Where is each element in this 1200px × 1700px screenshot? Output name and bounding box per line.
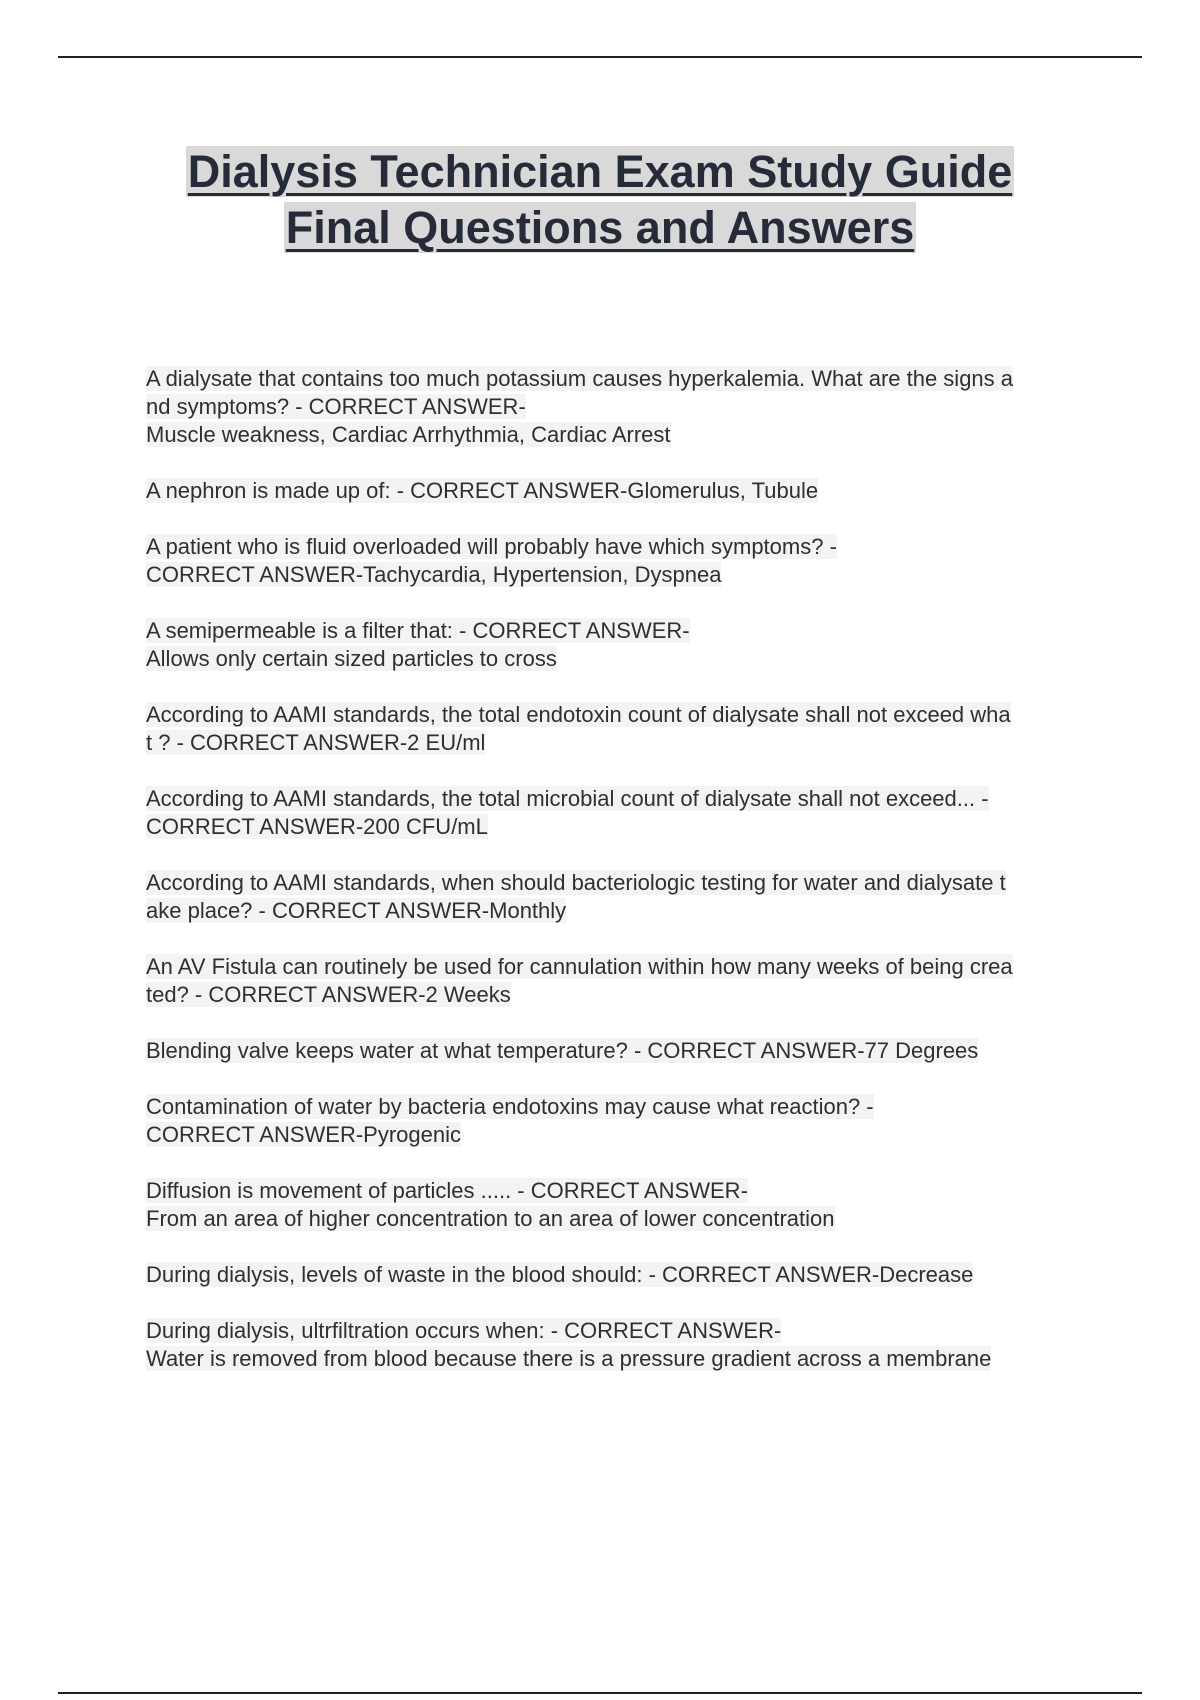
qa-item [146, 953, 1086, 1009]
top-divider [58, 56, 1142, 58]
qa-item [146, 1261, 1086, 1289]
qa-item [146, 869, 1086, 925]
qa-list [146, 365, 1086, 1401]
qa-text: A semipermeable is a filter that: - CORRECT ANSWER- Allows only certain sized particles to cross [146, 618, 690, 671]
qa-text: According to AAMI standards, the total endotoxin count of dialysate shall not exceed wha t ? - CORRECT ANSWER-2 EU/ml [146, 702, 1011, 755]
bottom-divider [58, 1692, 1142, 1694]
qa-item [146, 1037, 1086, 1065]
document-title [0, 144, 1200, 256]
qa-item [146, 1317, 1086, 1373]
qa-item [146, 701, 1086, 757]
qa-item [146, 785, 1086, 841]
qa-text: A patient who is fluid overloaded will probably have which symptoms? - CORRECT ANSWER-Tachycardia, Hypertension, Dyspnea [146, 534, 837, 587]
qa-item [146, 533, 1086, 589]
qa-text: A nephron is made up of: - CORRECT ANSWER-Glomerulus, Tubule [146, 478, 819, 503]
qa-item [146, 477, 1086, 505]
qa-text: An AV Fistula can routinely be used for cannulation within how many weeks of being crea ted? - CORRECT ANSWER-2 Weeks [146, 954, 1013, 1007]
title-line-2: Final Questions and Answers [285, 202, 915, 253]
qa-item [146, 617, 1086, 673]
qa-item [146, 1093, 1086, 1149]
qa-text: During dialysis, ultrfiltration occurs when: - CORRECT ANSWER- Water is removed from blood because there is a pressure gradient across a membrane [146, 1318, 992, 1371]
qa-text: During dialysis, levels of waste in the blood should: - CORRECT ANSWER-Decrease [146, 1262, 974, 1287]
qa-text: According to AAMI standards, the total microbial count of dialysate shall not exceed... - CORRECT ANSWER-200 CFU/mL [146, 786, 989, 839]
qa-text: Diffusion is movement of particles ..... - CORRECT ANSWER- From an area of higher concentration to an area of lower concentration [146, 1178, 835, 1231]
qa-item [146, 365, 1086, 449]
title-line-1: Dialysis Technician Exam Study Guide [187, 146, 1013, 197]
qa-item [146, 1177, 1086, 1233]
qa-text: Contamination of water by bacteria endotoxins may cause what reaction? - CORRECT ANSWER-Pyrogenic [146, 1094, 874, 1147]
qa-text: A dialysate that contains too much potassium causes hyperkalemia. What are the signs a nd symptoms? - CORRECT ANSWER- Muscle weakness, Cardiac Arrhythmia, Cardiac Arrest [146, 366, 1014, 447]
qa-text: According to AAMI standards, when should bacteriologic testing for water and dialysate t ake place? - CORRECT ANSWER-Monthly [146, 870, 1006, 923]
qa-text: Blending valve keeps water at what temperature? - CORRECT ANSWER-77 Degrees [146, 1038, 979, 1063]
